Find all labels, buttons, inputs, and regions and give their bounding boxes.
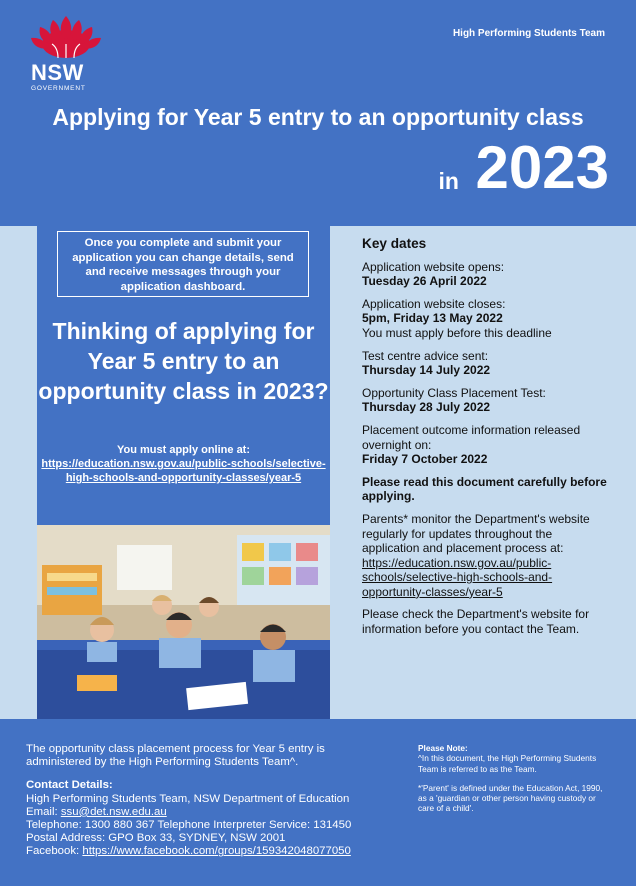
key-date-label: Opportunity Class Placement Test: — [362, 385, 546, 400]
key-date-label: Placement outcome information released overnight on: — [362, 422, 581, 452]
key-dates-title: Key dates — [362, 236, 427, 251]
footer — [0, 719, 636, 886]
title-in: in — [438, 168, 459, 194]
note-title: Please Note: — [418, 743, 468, 753]
dashboard-notice: Once you complete and submit your application you can change details, send and receive messages through your application dashboard. — [57, 231, 309, 297]
note-parent: *'Parent' is defined under the Education Act, 1990, as a 'guardian or other person having custody or care of a child'. — [418, 782, 603, 814]
classroom-photo — [37, 525, 330, 720]
team-name: High Performing Students Team — [452, 28, 605, 39]
contact-telephone: Telephone: 1300 880 367 Telephone Interpreter Service: 131450 — [26, 819, 352, 832]
key-date-item — [362, 260, 612, 289]
parents-text: Parents* monitor the Department's website regularly for updates throughout the application and placement process at: — [362, 511, 590, 556]
read-document-note: Please read this document carefully before applying. — [362, 474, 607, 504]
parents-link[interactable]: https://education.nsw.gov.au/public-schools/selective-high-schools-and-opportunity-classes/year-5 — [362, 555, 553, 599]
key-date-item — [362, 386, 612, 415]
check-website-note: Please check the Department's website for information before you contact the Team. — [362, 607, 590, 637]
contact-org: High Performing Students Team, NSW Department of Education — [26, 792, 350, 805]
key-date-label: Test centre advice sent: — [362, 348, 489, 363]
key-date-value: Thursday 28 July 2022 — [362, 400, 491, 415]
key-date-item — [362, 349, 612, 378]
parents-info — [362, 512, 612, 600]
key-date-value: Tuesday 26 April 2022 — [362, 274, 487, 289]
contact-facebook-row — [26, 845, 386, 858]
contact-postal: Postal Address: GPO Box 33, SYDNEY, NSW 2001 — [26, 832, 286, 845]
key-date-item — [362, 423, 612, 467]
process-text: The opportunity class placement process for Year 5 entry is administered by the High Performing Students Team^. — [26, 743, 325, 769]
contact-block — [26, 743, 386, 859]
contact-email-row — [26, 806, 386, 819]
nsw-government-logo — [28, 14, 104, 92]
logo-text: NSW — [31, 60, 84, 85]
email-label: Email: — [26, 805, 61, 818]
key-date-value: Thursday 14 July 2022 — [362, 363, 491, 378]
note-team: ^In this document, the High Performing Students Team is referred to as the Team. — [418, 753, 597, 774]
apply-online-label: You must apply online at: — [116, 444, 251, 456]
notes-block — [418, 743, 610, 814]
key-dates-panel — [362, 237, 612, 645]
title-year: 2023 — [475, 134, 609, 201]
key-date-item — [362, 297, 612, 341]
key-date-label: Application website closes: — [362, 296, 506, 311]
logo-subtext: GOVERNMENT — [31, 85, 86, 92]
contact-title: Contact Details: — [26, 779, 113, 792]
waratah-icon — [28, 14, 104, 60]
email-link[interactable]: ssu@det.nsw.edu.au — [60, 805, 167, 818]
facebook-link[interactable]: https://www.facebook.com/groups/159342048077050 — [82, 845, 351, 858]
key-date-value: Friday 7 October 2022 — [362, 452, 488, 467]
key-date-label: Application website opens: — [362, 259, 505, 274]
key-date-note: You must apply before this deadline — [362, 325, 552, 340]
thinking-heading: Thinking of applying for Year 5 entry to an opportunity class in 2023? — [38, 318, 329, 404]
header-banner — [0, 0, 636, 226]
apply-online-block — [37, 443, 330, 485]
classroom-illustration — [37, 525, 330, 720]
key-date-value: 5pm, Friday 13 May 2022 — [362, 311, 503, 326]
page-title: Applying for Year 5 entry to an opportunity class — [52, 104, 584, 130]
apply-link[interactable]: https://education.nsw.gov.au/public-schools/selective-high-schools-and-opportunity-classes/year-5 — [41, 458, 326, 484]
facebook-label: Facebook: — [26, 845, 83, 858]
